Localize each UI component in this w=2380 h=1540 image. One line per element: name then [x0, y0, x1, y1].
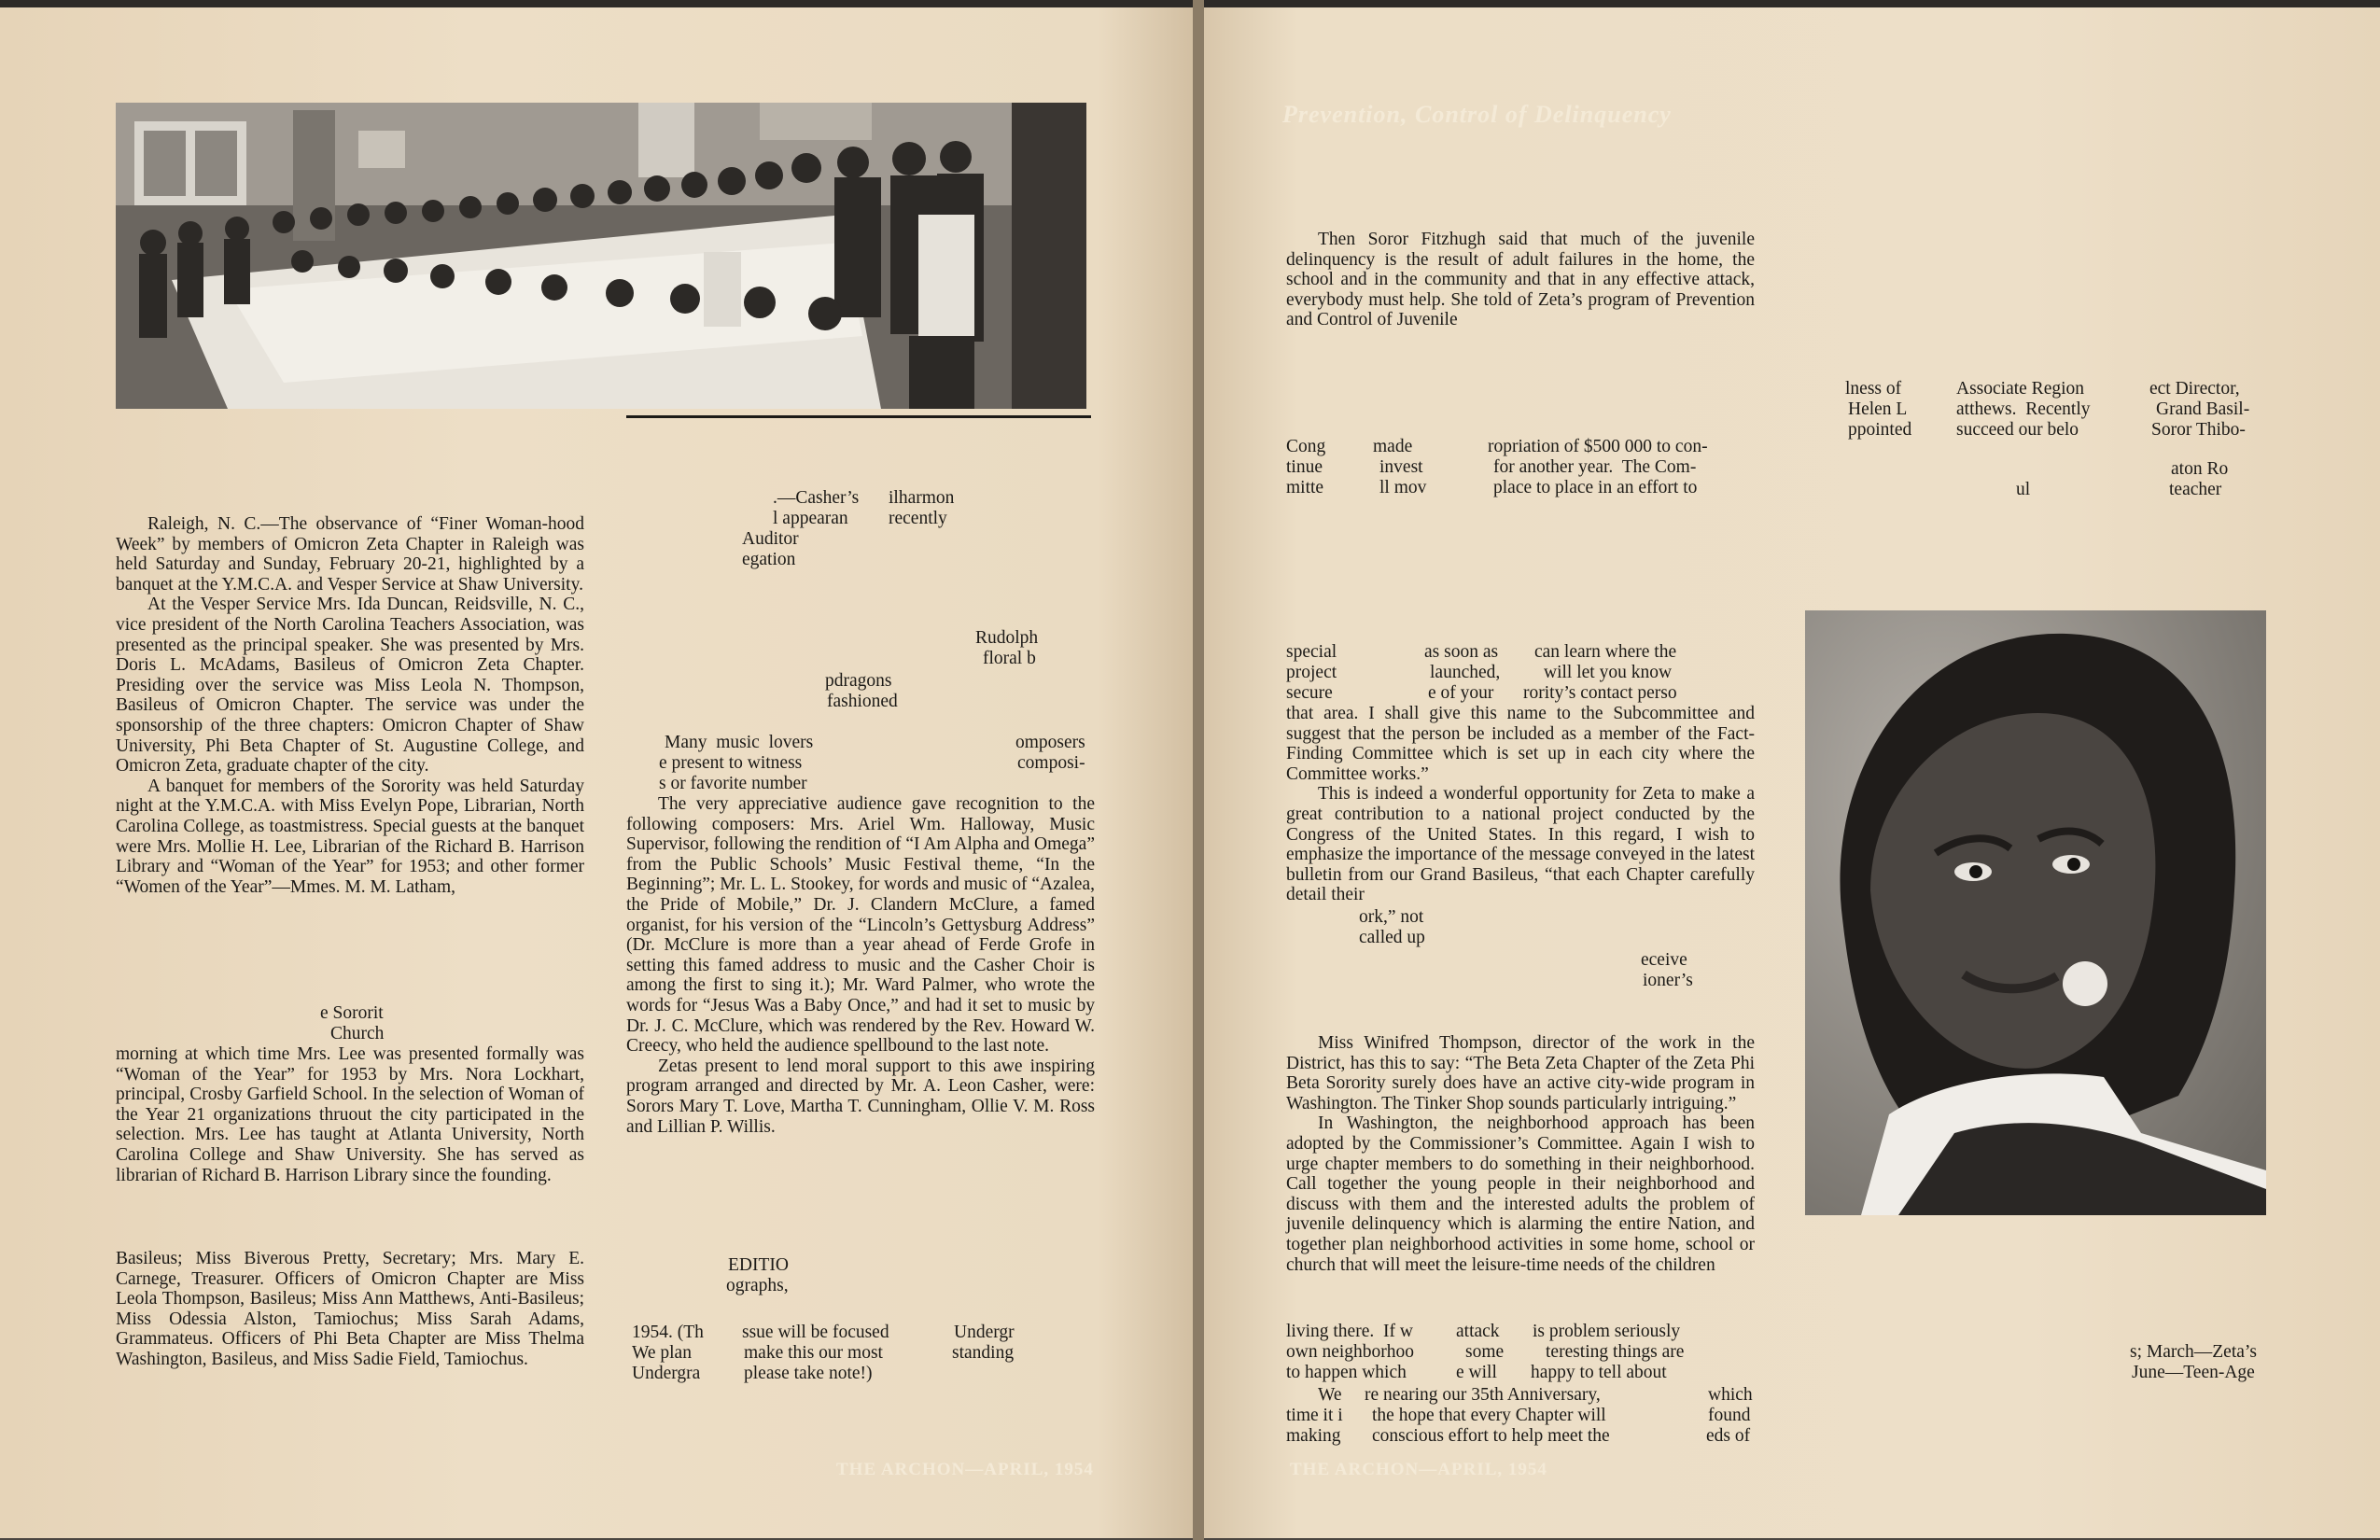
text-fragment: Associate Region [1956, 379, 2085, 399]
book-gutter [1193, 0, 1204, 1540]
paragraph: that area. I shall give this name to the Subcommittee and suggest that the person be included as a member of the Fact-Finding Committee which is set up in each city where the Committee works.” [1286, 704, 1755, 784]
text-fragment: own neighborhoo [1286, 1342, 1415, 1362]
paragraph: The very appreciative audience gave recognition to the following composers: Mrs. Ariel Wm. Halloway, Music Supervisor, following the rendition of “I Am Alpha and Omega” from the Public Schools’ Music Festival theme, “In the Beginning”; Mr. L. L. Stookey, for words and music of “Azalea, the Pride of Mobile,” Dr. J. Clandern McClure, a famed organist, for his version of the “Lincoln’s Gettysburg Address” (Dr. McClure is more than a year ahead of Ferde Grofe in setting this famed address to music and the Casher Choir is among the first to sing it.); Mr. Ward Palmer, who wrote the words for “Jesus Was a Baby Once,” and had it set to music by Dr. J. C. McClure, which was rendered by the Rev. Howard W. Creecy, who held the audience spellbound to the last note. [626, 794, 1095, 1057]
portrait-photo [1805, 610, 2266, 1215]
text-fragment: e present to witness [659, 753, 803, 773]
left-page-left-column-cont [116, 1044, 584, 1185]
text-fragment: will let you know [1544, 663, 1673, 682]
text-fragment: e Sororit [320, 1003, 384, 1023]
text-fragment: atthews. Recently [1956, 399, 2091, 419]
text-fragment: teacher [2169, 480, 2222, 499]
text-fragment: Grand Basil- [2156, 399, 2250, 419]
text-fragment: special [1286, 642, 1337, 662]
text-fragment: We [1318, 1385, 1342, 1405]
text-fragment: Helen L [1848, 399, 1908, 419]
paragraph: Miss Winifred Thompson, director of the work in the District, has this to say: “The Beta Zeta Chapter of the Zeta Phi Beta Sorority surely does have an active city-wide program in Washington. The Tinker Shop sounds particularly intriguing.” [1286, 1033, 1755, 1113]
paragraph: Then Soror Fitzhugh said that much of the juvenile delinquency is the result of adult failures in the home, the school and in the community and that in any effective attack, everybody must help. She told of Zeta’s program of Prevention and Control of Juvenile [1286, 230, 1755, 330]
text-fragment: .—Casher’s [773, 488, 860, 508]
text-fragment: ropriation of $500 000 to con- [1488, 437, 1708, 456]
left-page-right-column [626, 794, 1095, 1137]
text-fragment: e will [1456, 1363, 1497, 1382]
text-fragment: succeed our belo [1956, 420, 2079, 440]
text-fragment: Undergra [632, 1364, 701, 1383]
text-fragment: Undergr [954, 1323, 1015, 1342]
text-fragment: mitte [1286, 478, 1324, 497]
paragraph: In Washington, the neighborhood approach has been adopted by the Commissioner’s Committee. Again I wish to urge chapter members to do something in their neighborhood. Call together the young people in their neighborhood and discuss with them and the interested adults the problem of juvenile delinquency which is alarming the entire Nation, and together plan neighborhood activities in some home, school or church that will meet the leisure-time needs of the children [1286, 1113, 1755, 1275]
page-footer: THE ARCHON—APRIL, 1954 [1290, 1460, 1547, 1479]
text-fragment: Auditor [742, 529, 799, 549]
text-fragment: ppointed [1848, 420, 1912, 440]
text-fragment: launched, [1430, 663, 1501, 682]
text-fragment: teresting things are [1546, 1342, 1685, 1362]
text-fragment: tinue [1286, 457, 1323, 477]
column-rule [626, 415, 1091, 418]
paragraph: Zetas present to lend moral support to this awe inspiring program arranged and directed by Mr. A. Leon Casher, were: Sorors Mary T. Love, Martha T. Cunningham, Ollie V. M. Ross and Lillian P. Willis. [626, 1056, 1095, 1137]
text-fragment: place to place in an effort to [1493, 478, 1698, 497]
text-fragment: ilharmon [889, 488, 955, 508]
text-fragment: ork,” not [1359, 907, 1424, 927]
text-fragment: eds of [1706, 1426, 1751, 1446]
text-fragment: composi- [1017, 753, 1085, 773]
text-fragment: ul [2016, 480, 2031, 499]
paragraph: Raleigh, N. C.—The observance of “Finer Woman-hood Week” by members of Omicron Zeta Chapter in Raleigh was held Saturday and Sunday, February 20-21, highlighted by a banquet at the Y.M.C.A. and Vesper Service at Shaw University. [116, 514, 584, 595]
text-fragment: to happen which [1286, 1363, 1407, 1382]
text-fragment: recently [889, 509, 947, 528]
text-fragment: invest [1379, 457, 1423, 477]
text-fragment: aton Ro [2171, 459, 2229, 479]
paragraph: A banquet for members of the Sorority was held Saturday night at the Y.M.C.A. with Miss Evelyn Pope, Librarian, North Carolina College, as toastmistress. Special guests at the banquet were Mrs. Mollie H. Lee, Librarian of the Richard B. Harrison Library and “Woman of the Year” for 1953; and other former “Women of the Year”—Mmes. M. M. Latham, [116, 776, 584, 897]
text-fragment: fashioned [827, 692, 898, 711]
text-fragment: EDITIO [728, 1255, 789, 1275]
text-fragment: some [1465, 1342, 1505, 1362]
text-fragment: the hope that every Chapter will [1372, 1406, 1606, 1425]
text-fragment: omposers [1015, 733, 1085, 752]
text-fragment: called up [1359, 928, 1425, 947]
text-fragment: l appearan [773, 509, 848, 528]
right-page [1204, 7, 2380, 1538]
text-fragment: make this our most [744, 1343, 883, 1363]
text-fragment: happy to tell about [1531, 1363, 1667, 1382]
text-fragment: Cong [1286, 437, 1326, 456]
text-fragment: standing [952, 1343, 1015, 1363]
text-fragment: found [1708, 1406, 1751, 1425]
text-fragment: is problem seriously [1533, 1322, 1681, 1341]
left-page-left-column [116, 514, 584, 897]
text-fragment: ect Director, [2149, 379, 2240, 399]
scan-top-edge [0, 0, 2380, 7]
text-fragment: s; March—Zeta’s [2130, 1342, 2257, 1362]
paragraph: At the Vesper Service Mrs. Ida Duncan, Reidsville, N. C., vice president of the North Carolina Teachers Association, was presented as the principal speaker. She was presented by Mrs. Doris L. McAdams, Basileus of Omicron Zeta Chapter. Presiding over the service was Miss Leola N. Thompson, Basileus of Omicron Chapter. The service was under the sponsorship of the three chapters: Omicron Chapter of Shaw University, Phi Beta Chapter of St. Augustine College, and Omicron Zeta, graduate chapter of the city. [116, 595, 584, 777]
left-page [0, 7, 1193, 1538]
text-fragment: time it i [1286, 1406, 1343, 1425]
text-fragment: ll mov [1379, 478, 1427, 497]
text-fragment: rority’s contact perso [1523, 683, 1677, 703]
text-fragment: s or favorite number [659, 774, 807, 793]
text-fragment: e of your [1428, 683, 1494, 703]
text-fragment: as soon as [1424, 642, 1499, 662]
text-fragment: for another year. The Com- [1493, 457, 1697, 477]
right-page-left-column-lower [1286, 1033, 1755, 1275]
page-footer: THE ARCHON—APRIL, 1954 [836, 1460, 1094, 1479]
text-fragment: egation [742, 550, 796, 569]
text-fragment: living there. If w [1286, 1322, 1413, 1341]
text-fragment: conscious effort to help meet the [1372, 1426, 1610, 1446]
text-fragment: We plan [632, 1343, 692, 1363]
text-fragment: can learn where the [1534, 642, 1677, 662]
text-fragment: Soror Thibo- [2151, 420, 2246, 440]
text-fragment: made [1373, 437, 1413, 456]
text-fragment: Many music lovers [665, 733, 814, 752]
text-fragment: attack [1456, 1322, 1500, 1341]
text-fragment: project [1286, 663, 1337, 682]
text-fragment: 1954. (Th [632, 1323, 704, 1342]
text-fragment: secure [1286, 683, 1333, 703]
text-fragment: Church [330, 1024, 385, 1043]
text-fragment: re nearing our 35th Anniversary, [1365, 1385, 1601, 1405]
right-page-left-column [1286, 230, 1755, 330]
banquet-group-photo [116, 103, 1086, 409]
paragraph: This is indeed a wonderful opportunity for Zeta to make a great contribution to a national project conducted by the Congress of the United States. In this regard, I wish to emphasize the importance of the message conveyed in the latest bulletin from our Grand Basileus, “that each Chapter carefully detail their [1286, 784, 1755, 905]
text-fragment: please take note!) [744, 1364, 873, 1383]
text-fragment: pdragons [825, 671, 892, 691]
text-fragment: June—Teen-Age [2132, 1363, 2255, 1382]
left-page-officers [116, 1249, 584, 1370]
text-fragment: ssue will be focused [742, 1323, 889, 1342]
text-fragment: Rudolph [975, 628, 1039, 648]
text-fragment: ioner’s [1643, 971, 1693, 990]
text-fragment: floral b [983, 649, 1036, 668]
article-heading: Prevention, Control of Delinquency [1282, 101, 1672, 128]
text-fragment: lness of [1845, 379, 1902, 399]
paragraph: morning at which time Mrs. Lee was presented formally was “Woman of the Year” for 1953 by Mrs. Nora Lockhart, principal, Crosby Garfield School. In the selection of Woman of the Year 21 organizations thruout the city participated in the selection. Mrs. Lee has taught at Atlanta University, North Carolina College and Shaw University. She has served as librarian of Richard B. Harrison Library since the founding. [116, 1044, 584, 1185]
text-fragment: which [1708, 1385, 1753, 1405]
paragraph: Basileus; Miss Biverous Pretty, Secretary; Mrs. Mary E. Carnege, Treasurer. Officers of Omicron Chapter are Miss Leola Thompson, Basileus; Miss Ann Matthews, Anti-Basileus; Miss Odessia Alston, Tamiochus; Miss Sarah Adams, Grammateus. Officers of Phi Beta Chapter are Miss Thelma Washington, Basileus, and Miss Sadie Field, Tamiochus. [116, 1249, 584, 1369]
text-fragment: making [1286, 1426, 1341, 1446]
text-fragment: eceive [1641, 950, 1687, 970]
right-page-left-column-cont [1286, 704, 1755, 905]
text-fragment: ographs, [726, 1276, 789, 1295]
